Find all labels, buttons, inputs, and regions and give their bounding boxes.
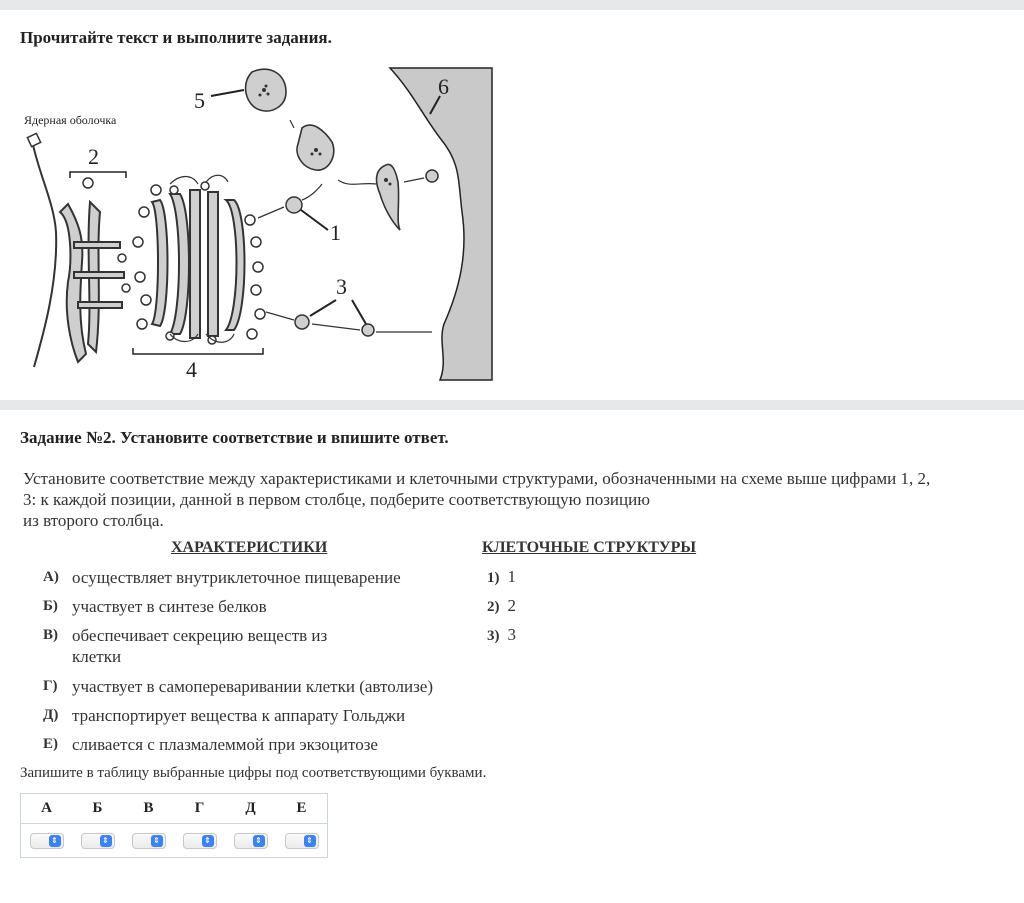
item-letter: Г) bbox=[43, 678, 58, 694]
top-bar bbox=[0, 0, 1024, 10]
label-nuclear-envelope: Ядерная оболочка bbox=[24, 113, 117, 127]
option-text: 3 bbox=[507, 625, 516, 644]
item-text: осуществляет внутриклеточное пищеварение bbox=[72, 568, 401, 587]
answer-header-cell: Е bbox=[296, 800, 307, 816]
task-line-3: из второго столбца. bbox=[23, 511, 164, 530]
task-text bbox=[23, 468, 1008, 531]
structure-option bbox=[487, 596, 516, 616]
answer-select-row bbox=[21, 824, 327, 857]
answer-select-g[interactable] bbox=[183, 833, 217, 849]
label-5: 5 bbox=[194, 88, 205, 113]
item-text: транспортирует вещества к аппарату Гольджи bbox=[72, 706, 406, 725]
structure-option bbox=[487, 567, 516, 587]
updown-arrows-icon: ⇕ bbox=[100, 835, 112, 847]
answer-header-cell: Д bbox=[245, 800, 256, 816]
task-title: Задание №2. Установите соответствие и впишите ответ. bbox=[20, 428, 449, 447]
option-number: 3) bbox=[487, 628, 500, 644]
answer-cell bbox=[72, 824, 123, 857]
answer-header-cell: Г bbox=[194, 800, 205, 816]
answer-cell bbox=[276, 824, 327, 857]
item-text: участвует в синтезе белков bbox=[72, 597, 267, 616]
updown-arrows-icon: ⇕ bbox=[49, 835, 61, 847]
option-text: 2 bbox=[507, 596, 516, 615]
item-letter: Д) bbox=[43, 707, 59, 723]
item-letter: Е) bbox=[43, 736, 58, 752]
task-line-1: Установите соответствие между характеристиками и клеточными структурами, обозначенными на схеме выше цифрами 1, 2, bbox=[23, 469, 931, 488]
label-2: 2 bbox=[88, 144, 99, 169]
answer-select-v[interactable] bbox=[132, 833, 166, 849]
instruction-text: Запишите в таблицу выбранные цифры под соответствующими буквами. bbox=[20, 765, 487, 781]
characteristics-heading: ХАРАКТЕРИСТИКИ bbox=[171, 539, 328, 556]
answer-table bbox=[20, 793, 328, 858]
answer-select-b[interactable] bbox=[81, 833, 115, 849]
item-letter: Б) bbox=[43, 598, 58, 614]
option-text: 1 bbox=[507, 567, 516, 586]
answer-header-cell: Б bbox=[92, 800, 103, 816]
label-4: 4 bbox=[186, 357, 197, 382]
section-title: Прочитайте текст и выполните задания. bbox=[20, 28, 332, 47]
option-number: 1) bbox=[487, 570, 500, 586]
updown-arrows-icon: ⇕ bbox=[202, 835, 214, 847]
cell-diagram bbox=[20, 62, 500, 387]
answer-select-e[interactable] bbox=[285, 833, 319, 849]
plasma-membrane bbox=[390, 68, 492, 380]
answer-select-d[interactable] bbox=[234, 833, 268, 849]
item-letter: В) bbox=[43, 627, 58, 643]
answer-header-cell: А bbox=[41, 800, 52, 816]
item-text: сливается с плазмалеммой при экзоцитозе bbox=[72, 735, 378, 754]
answer-cell bbox=[21, 824, 72, 857]
answer-cell bbox=[123, 824, 174, 857]
answer-header-cell: В bbox=[143, 800, 154, 816]
label-3: 3 bbox=[336, 274, 347, 299]
updown-arrows-icon: ⇕ bbox=[151, 835, 163, 847]
structures-heading: КЛЕТОЧНЫЕ СТРУКТУРЫ bbox=[482, 539, 697, 556]
task-line-2: 3: к каждой позиции, данной в первом столбце, подберите соответствующую позицию bbox=[23, 490, 650, 509]
updown-arrows-icon: ⇕ bbox=[253, 835, 265, 847]
label-6: 6 bbox=[438, 74, 449, 99]
section-divider bbox=[0, 400, 1024, 410]
answer-select-a[interactable] bbox=[30, 833, 64, 849]
updown-arrows-icon: ⇕ bbox=[304, 835, 316, 847]
label-1: 1 bbox=[330, 220, 341, 245]
option-number: 2) bbox=[487, 599, 500, 615]
item-text: обеспечивает секрецию веществ из клетки bbox=[72, 626, 328, 666]
item-text: участвует в самопереваривании клетки (автолизе) bbox=[72, 677, 433, 696]
answer-cell bbox=[174, 824, 225, 857]
structure-option bbox=[487, 625, 516, 645]
answer-header-row bbox=[21, 794, 327, 824]
item-letter: А) bbox=[43, 569, 59, 585]
answer-cell bbox=[225, 824, 276, 857]
